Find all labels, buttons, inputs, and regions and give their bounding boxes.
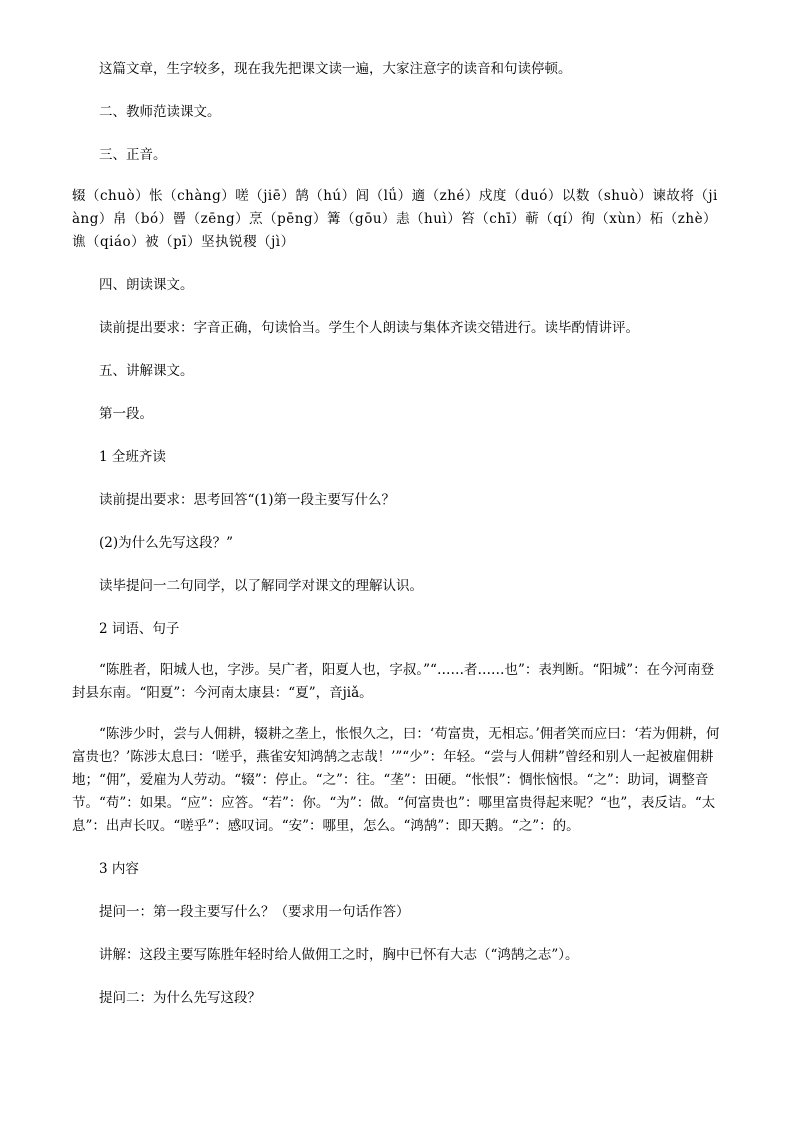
reading-requirements: 读前提出要求：字音正确，句读恰当。学生个人朗读与集体齐读交错进行。读毕酌情讲评。 xyxy=(99,320,639,336)
words-explanation-one: “陈胜者，阳城人也，字涉。吴广者，阳夏人也，字叔。”“……者……也”：表判断。“阳城”：在今河南登封县东南。“阳夏”：今河南太康县：“夏”，音jiǎ。 xyxy=(72,662,715,701)
section-heading-explain: 五、讲解课文。 xyxy=(99,363,194,379)
words-sentences-heading: 2 词语、句子 xyxy=(99,621,180,637)
content-heading: 3 内容 xyxy=(99,861,139,877)
intro-paragraph: 这篇文章，生字较多，现在我先把课文读一遍，大家注意字的读音和句读停顿。 xyxy=(99,61,572,77)
reading-question-two: (2)为什么先写这段？” xyxy=(99,535,234,551)
section-heading-teacher-reading: 二、教师范读课文。 xyxy=(99,104,221,120)
class-reading-heading: 1 全班齐读 xyxy=(99,449,166,465)
section-heading-read-aloud: 四、朗读课文。 xyxy=(99,277,194,293)
reading-question-one: 读前提出要求：思考回答“(1)第一段主要写什么？ xyxy=(99,492,396,508)
pronunciation-list: 辍（chuò）怅（chàng）嗟（jiē）鹄（hú）闾（lǘ）適（zhé）戍度（duó）以数（shuò）谏故将（jiàng）帛（bó）罾（zēng）烹（pēng）篝（gōu）恚（huì）笞（chī）蕲（qí）徇（xùn）柘（zhè）谯（qiáo）被（pī）坚执锐稷（jì） xyxy=(72,188,718,250)
section-heading-pronunciation: 三、正音。 xyxy=(99,147,167,163)
words-explanation-two: “陈涉少时，尝与人佣耕，辍耕之垄上，怅恨久之，曰：‘苟富贵，无相忘。’佣者笑而应曰：‘若为佣耕，何富贵也？’陈涉太息曰：‘嗟乎，燕雀安知鸿鹄之志哉！’”“少”：年轻。“尝与人佣耕”曾经和别人一起被雇佣耕地；“佣”，爱雇为人劳动。“辍”：停止。“之”：往。“垄”：田硬。“怅恨”：惆怅恼恨。“之”：助词，调整音节。“苟”：如果。“应”：应答。“若”：你。“为”：做。“何富贵也”：哪里富贵得起来呢？“也”，表反诘。“太息”：出声长叹。“嗟乎”：感叹词。“安”：哪里，怎么。“鸿鹄”：即天鹅。“之”：的。 xyxy=(72,726,720,834)
question-two: 提问二：为什么先写这段？ xyxy=(99,990,261,1006)
question-one: 提问一：第一段主要写什么？（要求用一句话作答） xyxy=(99,904,410,920)
after-reading-note: 读毕提问一二句同学，以了解同学对课文的理解认识。 xyxy=(99,578,423,594)
document-page xyxy=(72,58,722,1010)
paragraph-one-heading: 第一段。 xyxy=(99,406,153,422)
explanation-answer: 讲解：这段主要写陈胜年轻时给人做佣工之时，胸中已怀有大志（“鸿鹄之志”）。 xyxy=(99,947,579,963)
